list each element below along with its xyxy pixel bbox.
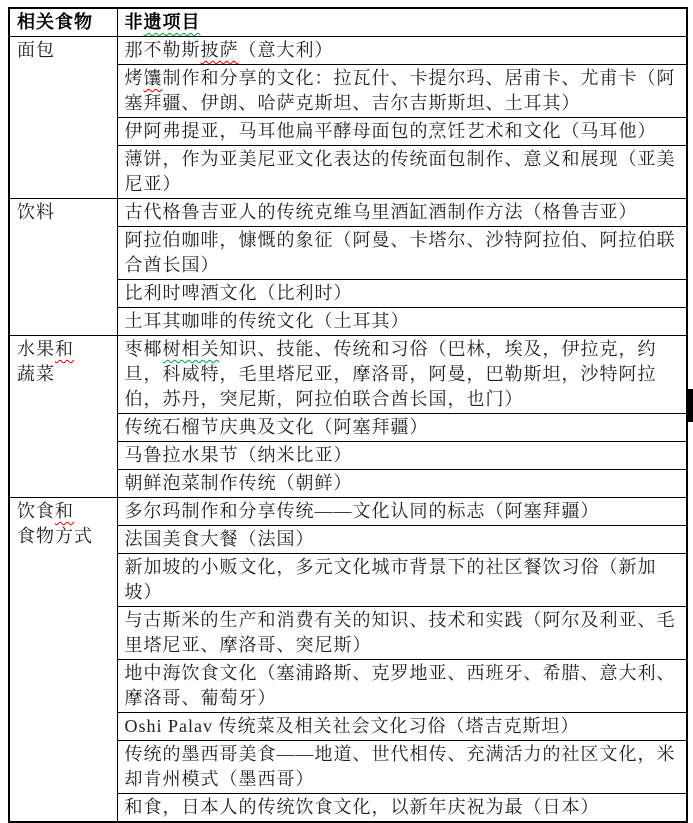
text-segment: 知识、技能、传统和习俗（巴林，埃及，伊拉克，约旦，科威特，毛里塔尼亚，摩洛哥，阿曼，巴勒斯坦，沙特阿拉伯，苏丹，突尼斯，阿拉伯联合酋长国，也门） [124,339,657,409]
heritage-item-cell [117,794,687,823]
food-category-label-line [17,499,113,524]
text-segment: 蔬菜 [17,364,55,384]
heritage-item-cell [117,498,687,526]
text-segment: 新加坡的小贩文化，多元文化城市背景下的社区餐饮习俗（新加坡） [124,557,657,602]
spellcheck-red-squiggle-text: 和 [55,339,74,359]
heritage-item-cell [117,37,687,65]
heritage-item-cell [117,741,687,794]
spellcheck-red-squiggle-text: 馕 [143,68,163,88]
text-segment: 非 [124,12,144,32]
text-segment: 阿拉伯咖啡，慷慨的象征（阿曼、卡塔尔、沙特阿拉伯、阿拉伯联合酋长国） [124,230,676,275]
food-category-label-line [17,38,113,63]
food-category-cell [9,498,117,823]
food-category-label-line [17,200,113,225]
heritage-item-cell [117,414,687,442]
text-segment: 朝鲜泡菜制作传统（朝鲜） [124,473,353,493]
heritage-item-cell [117,607,687,660]
text-segment: 多尔玛制作和分享传统——文化认同的标志（阿塞拜疆） [124,501,600,521]
table-row [9,37,687,65]
heritage-item-cell [117,118,687,146]
header-food-column [9,8,117,37]
spellcheck-green-squiggle-text: 遗项目 [143,12,201,32]
right-edge-marker [686,389,693,422]
food-category-label-line [17,524,113,549]
heritage-item-cell [117,65,687,118]
heritage-item-cell [117,442,687,470]
table-row [9,498,687,526]
text-segment: 古代格鲁吉亚人的传统克维乌里酒缸酒制作方法（格鲁吉亚） [124,202,638,222]
heritage-item-cell [117,526,687,554]
table-header-row [9,8,687,37]
text-segment: 那不勒斯 [124,40,201,60]
spellcheck-red-squiggle-text: 和 [55,501,74,521]
text-segment: 食物方式 [17,526,93,546]
text-segment: （意大利） [238,40,334,60]
text-segment: Oshi Palav 传统菜及相关社会文化习俗（塔吉克斯坦） [124,716,580,736]
text-segment: 传统石榴节庆典及文化（阿塞拜疆） [124,417,429,437]
text-segment: 制作和分享的文化：拉瓦什、卡提尔玛、居甫卡、尤甫卡（阿塞拜疆、伊朗、哈萨克斯坦、吉尔吉斯斯坦、土耳其） [124,68,676,113]
text-segment: 饮料 [17,202,55,222]
table-row [9,199,687,227]
text-segment: 相关食物 [17,12,93,32]
text-segment: 和食，日本人的传统饮食文化，以新年庆祝为最（日本） [124,797,600,817]
text-segment: 比利时啤酒文化（比利时） [124,283,353,303]
table-row [9,336,687,414]
food-category-label-line [17,337,113,362]
text-segment: 伊阿弗提亚，马耳他扁平酵母面包的烹饪艺术和文化（马耳他） [124,121,657,141]
heritage-item-cell [117,713,687,741]
document-page [8,7,688,823]
food-category-cell [9,37,117,199]
food-category-label-line [17,362,113,387]
header-heritage-column [117,8,687,37]
heritage-item-cell [117,554,687,607]
spellcheck-green-squiggle-text: 树相关 [162,339,220,359]
heritage-item-cell [117,146,687,199]
heritage-item-cell [117,336,687,414]
heritage-item-cell [117,280,687,308]
food-category-cell [9,336,117,498]
text-segment: 土耳其咖啡的传统文化（土耳其） [124,311,410,331]
heritage-item-cell [117,470,687,498]
heritage-item-cell [117,308,687,336]
heritage-item-cell [117,199,687,227]
text-segment: 烤 [124,68,144,88]
text-segment: 枣椰 [124,339,163,359]
text-segment: 马鲁拉水果节（纳米比亚） [124,445,353,465]
food-category-cell [9,199,117,336]
text-segment: 与古斯米的生产和消费有关的知识、技术和实践（阿尔及利亚、毛里塔尼亚、摩洛哥、突尼斯） [124,610,676,655]
text-segment: 法国美食大餐（法国） [124,529,315,549]
heritage-table [8,7,688,823]
text-segment: 饮食 [17,501,55,521]
text-segment: 面包 [17,40,55,60]
spellcheck-red-squiggle-text: 披萨 [200,40,239,60]
heritage-item-cell [117,660,687,713]
text-segment: 薄饼，作为亚美尼亚文化表达的传统面包制作、意义和展现（亚美尼亚） [124,149,676,194]
heritage-item-cell [117,227,687,280]
text-segment: 水果 [17,339,55,359]
text-segment: 地中海饮食文化（塞浦路斯、克罗地亚、西班牙、希腊、意大利、摩洛哥、葡萄牙） [124,663,676,708]
text-segment: 传统的墨西哥美食——地道、世代相传、充满活力的社区文化，米却肯州模式（墨西哥） [124,744,676,789]
